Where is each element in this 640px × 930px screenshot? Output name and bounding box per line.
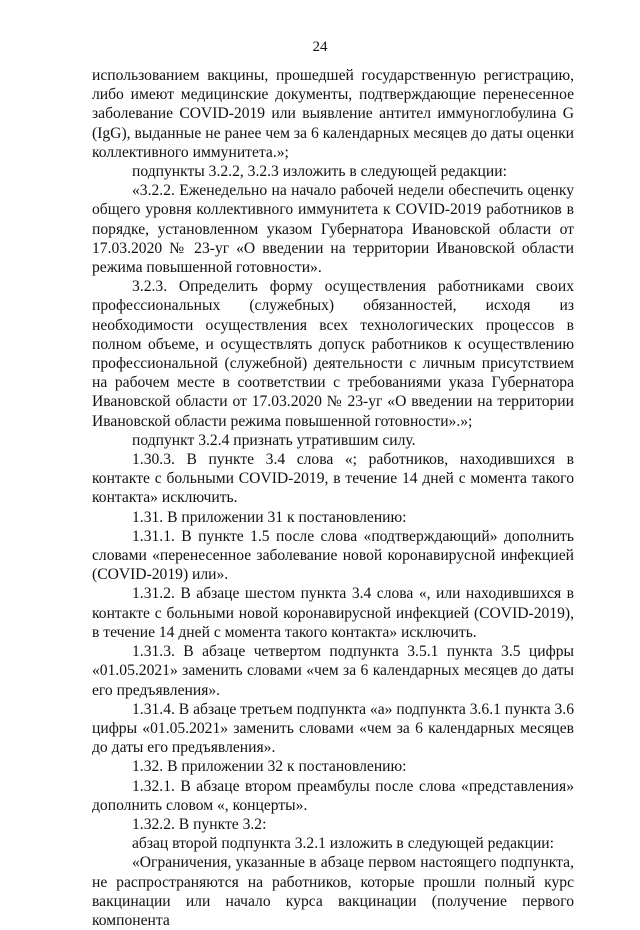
paragraph: подпункт 3.2.4 признать утратившим силу.	[132, 431, 416, 449]
paragraph: 1.32. В приложении 32 к постановлению:	[132, 758, 407, 776]
paragraph: 1.31.4. В абзаце третьем подпункта «а» подпункта 3.6.1 пункта 3.6 цифры «01.05.2021» заменить словами «чем за 6 календарных месяцев до даты его предъявления».	[92, 700, 574, 757]
paragraph: подпункты 3.2.2, 3.2.3 изложить в следующей редакции:	[132, 163, 507, 181]
document-body	[92, 66, 574, 930]
paragraph: 1.31.1. В пункте 1.5 после слова «подтверждающий» дополнить словами «перенесенное заболевание новой коронавирусной инфекцией (COVID-2019) или».	[92, 527, 574, 584]
paragraph: 1.31.3. В абзаце четвертом подпункта 3.5.1 пункта 3.5 цифры «01.05.2021» заменить словами «чем за 6 календарных месяцев до даты его предъявления».	[92, 643, 574, 699]
paragraph: 1.31. В приложении 31 к постановлению:	[132, 508, 407, 526]
paragraph: «3.2.2. Еженедельно на начало рабочей недели обеспечить оценку общего уровня коллективного иммунитета к COVID-2019 работников в порядке, установленном указом Губернатора Ивановской области от 17.03.2020 № 23-уг «О введении на территории Ивановской области режима повышенной готовности».	[92, 182, 574, 277]
paragraph: 1.32.2. В пункте 3.2:	[132, 815, 267, 833]
paragraph: «Ограничения, указанные в абзаце первом настоящего подпункта, не распространяются на работников, которые прошли полный курс вакцинации или начало курса вакцинации (получение первого компонента	[92, 854, 574, 929]
paragraph: 3.2.3. Определить форму осуществления работниками своих профессиональных (служебных) обязанностей, исходя из необходимости осуществления всех технологических процессов в полном объеме, и осуществлять допуск работников к осуществлению профессиональной (служебной) деятельности с личным присутствием на рабочем месте в соответствии с требованиями указа Губернатора Ивановской области от 17.03.2020 № 23-уг «О введении на территории Ивановской области режима повышенной готовности».»;	[92, 278, 574, 430]
paragraph: абзац второй подпункта 3.2.1 изложить в следующей редакции:	[132, 835, 554, 853]
paragraph: использованием вакцины, прошедшей государственную регистрацию, либо имеют медицинские документы, подтверждающие перенесенное заболевание COVID-2019 или выявление антител иммуноглобулина G (IgG), выданные не ранее чем за 6 календарных месяцев до даты оценки коллективного иммунитета.»;	[92, 67, 574, 161]
page-number: 24	[312, 39, 328, 55]
paragraph: 1.31.2. В абзаце шестом пункта 3.4 слова «, или находившихся в контакте с больными новой коронавирусной инфекцией (COVID-2019), в течение 14 дней с момента такого контакта» исключить.	[92, 585, 574, 641]
paragraph: 1.32.1. В абзаце втором преамбулы после слова «представления» дополнить словом «, концерты».	[92, 777, 574, 814]
paragraph: 1.30.3. В пункте 3.4 слова «; работников, находившихся в контакте с больными COVID-2019, в течение 14 дней с момента такого контакта» исключить.	[92, 451, 574, 507]
